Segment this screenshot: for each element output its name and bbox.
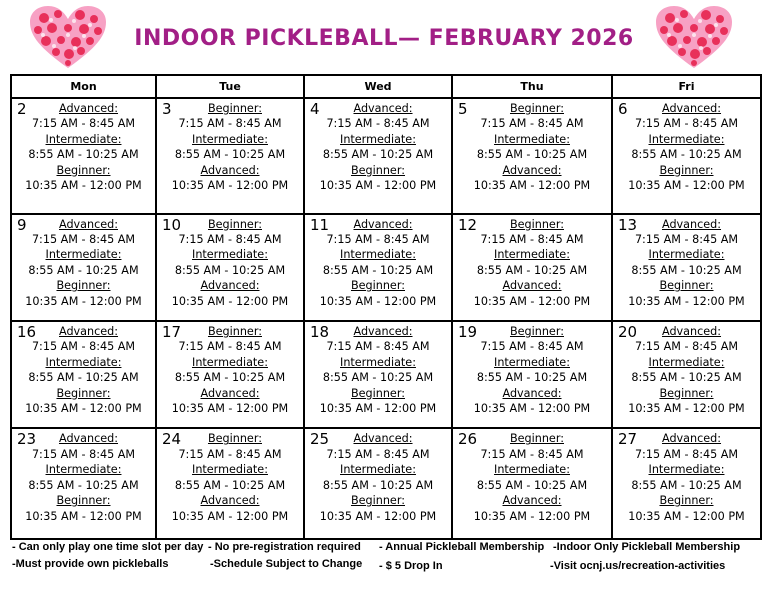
session-time: 10:35 AM - 12:00 PM bbox=[473, 402, 591, 416]
session-time: 7:15 AM - 8:45 AM bbox=[634, 447, 739, 461]
session-time: 8:55 AM - 10:25 AM bbox=[28, 371, 139, 385]
session-time: 10:35 AM - 12:00 PM bbox=[628, 179, 745, 193]
session-time: 7:15 AM - 8:45 AM bbox=[326, 340, 430, 354]
note-annual-membership: - Annual Pickleball Membership bbox=[379, 541, 545, 553]
day-number: 11 bbox=[310, 215, 330, 234]
session-time: 8:55 AM - 10:25 AM bbox=[631, 371, 742, 385]
session-time: 7:15 AM - 8:45 AM bbox=[480, 232, 584, 246]
weekday-header: Mon bbox=[11, 75, 156, 98]
session-level: Intermediate: bbox=[192, 463, 268, 477]
session-level: Intermediate: bbox=[340, 463, 416, 477]
day-number: 18 bbox=[310, 323, 330, 341]
session-level: Beginner: bbox=[56, 386, 111, 400]
session-level: Intermediate: bbox=[494, 463, 570, 477]
session-level: Advanced: bbox=[502, 279, 562, 293]
session-time: 10:35 AM - 12:00 PM bbox=[171, 179, 289, 193]
session-time: 7:15 AM - 8:45 AM bbox=[178, 232, 282, 246]
session-time: 10:35 AM - 12:00 PM bbox=[628, 402, 745, 416]
session-level-label: Advanced: bbox=[661, 432, 722, 446]
session-time: 10:35 AM - 12:00 PM bbox=[319, 179, 437, 193]
day-cell bbox=[612, 321, 761, 428]
session-level-label: Advanced: bbox=[661, 325, 722, 338]
day-cell bbox=[11, 214, 156, 321]
session-time: 10:35 AM - 12:00 PM bbox=[319, 509, 437, 523]
session-level: Intermediate: bbox=[494, 355, 570, 369]
session-time: 10:35 AM - 12:00 PM bbox=[473, 179, 591, 193]
day-cell bbox=[156, 428, 304, 539]
weekday-header-row bbox=[11, 75, 761, 98]
session-time: 10:35 AM - 12:00 PM bbox=[473, 294, 591, 308]
session-level: Beginner: bbox=[56, 163, 111, 177]
day-number: 25 bbox=[310, 430, 330, 449]
day-number: 20 bbox=[618, 323, 638, 341]
session-level-label: Beginner: bbox=[509, 102, 564, 115]
session-time: 8:55 AM - 10:25 AM bbox=[476, 263, 588, 277]
session-level-label: Advanced: bbox=[661, 217, 722, 231]
session-level: Advanced: bbox=[200, 494, 260, 508]
session-level: Beginner: bbox=[659, 386, 714, 400]
day-number: 13 bbox=[618, 215, 638, 234]
note-no-preregistration: - No pre-registration required bbox=[208, 541, 361, 553]
day-number: 4 bbox=[310, 100, 320, 118]
day-number: 17 bbox=[162, 323, 182, 341]
session-time: 7:15 AM - 8:45 AM bbox=[480, 117, 584, 131]
session-time: 10:35 AM - 12:00 PM bbox=[319, 402, 437, 416]
week-row bbox=[11, 98, 761, 214]
day-number: 6 bbox=[618, 100, 628, 118]
session-level-label: Beginner: bbox=[207, 102, 262, 115]
session-level-label: Advanced: bbox=[58, 325, 119, 338]
note-visit-website: -Visit ocnj.us/recreation-activities bbox=[550, 560, 726, 572]
session-level: Intermediate: bbox=[340, 355, 416, 369]
session-level bbox=[305, 101, 451, 116]
session-level bbox=[12, 217, 155, 232]
session-level: Intermediate: bbox=[45, 355, 122, 369]
session-level-label: Advanced: bbox=[58, 102, 119, 115]
day-number: 27 bbox=[618, 430, 638, 449]
weekday-header: Wed bbox=[304, 75, 452, 98]
session-time: 10:35 AM - 12:00 PM bbox=[473, 509, 591, 523]
session-level: Beginner: bbox=[350, 386, 405, 400]
session-time: 7:15 AM - 8:45 AM bbox=[31, 232, 136, 246]
session-level bbox=[613, 101, 760, 116]
session-time: 8:55 AM - 10:25 AM bbox=[322, 148, 434, 162]
session-level: Intermediate: bbox=[45, 463, 122, 477]
session-time: 7:15 AM - 8:45 AM bbox=[480, 340, 584, 354]
day-number: 23 bbox=[17, 430, 37, 449]
day-number: 24 bbox=[162, 430, 182, 449]
session-time: 8:55 AM - 10:25 AM bbox=[174, 263, 286, 277]
session-time: 7:15 AM - 8:45 AM bbox=[178, 117, 282, 131]
session-time: 10:35 AM - 12:00 PM bbox=[171, 509, 289, 523]
session-level: Intermediate: bbox=[494, 132, 570, 146]
day-cell bbox=[452, 214, 612, 321]
session-time: 8:55 AM - 10:25 AM bbox=[476, 148, 588, 162]
session-level-label: Advanced: bbox=[661, 102, 722, 115]
session-level: Intermediate: bbox=[648, 355, 725, 369]
session-time: 10:35 AM - 12:00 PM bbox=[171, 294, 289, 308]
day-number: 26 bbox=[458, 430, 478, 449]
day-number: 16 bbox=[17, 323, 37, 341]
note-drop-in: - $ 5 Drop In bbox=[379, 560, 443, 572]
day-number: 19 bbox=[458, 323, 478, 341]
day-cell bbox=[11, 98, 156, 214]
session-time: 7:15 AM - 8:45 AM bbox=[178, 447, 282, 461]
weekday-header: Tue bbox=[156, 75, 304, 98]
session-level bbox=[157, 101, 303, 116]
session-time: 10:35 AM - 12:00 PM bbox=[25, 294, 142, 308]
session-level: Intermediate: bbox=[192, 132, 268, 146]
weekday-header: Fri bbox=[612, 75, 761, 98]
day-number: 3 bbox=[162, 100, 172, 118]
session-level: Beginner: bbox=[56, 494, 111, 508]
day-cell bbox=[304, 214, 452, 321]
session-level: Beginner: bbox=[350, 494, 405, 508]
session-level: Intermediate: bbox=[45, 132, 122, 146]
session-time: 8:55 AM - 10:25 AM bbox=[174, 148, 286, 162]
day-number: 5 bbox=[458, 100, 468, 118]
day-cell bbox=[304, 98, 452, 214]
session-time: 10:35 AM - 12:00 PM bbox=[171, 402, 289, 416]
session-time: 7:15 AM - 8:45 AM bbox=[634, 340, 739, 354]
day-cell bbox=[304, 321, 452, 428]
day-cell bbox=[11, 428, 156, 539]
day-cell bbox=[452, 428, 612, 539]
session-level: Beginner: bbox=[659, 279, 714, 293]
session-level-label: Beginner: bbox=[207, 217, 262, 231]
session-level: Beginner: bbox=[56, 279, 111, 293]
session-time: 8:55 AM - 10:25 AM bbox=[28, 478, 139, 492]
session-level-label: Advanced: bbox=[353, 432, 413, 446]
session-level: Intermediate: bbox=[648, 248, 725, 262]
day-cell bbox=[452, 321, 612, 428]
session-level: Advanced: bbox=[200, 279, 260, 293]
session-time: 7:15 AM - 8:45 AM bbox=[326, 447, 430, 461]
session-time: 7:15 AM - 8:45 AM bbox=[326, 232, 430, 246]
session-level: Advanced: bbox=[502, 386, 562, 400]
session-time: 10:35 AM - 12:00 PM bbox=[25, 509, 142, 523]
session-time: 10:35 AM - 12:00 PM bbox=[319, 294, 437, 308]
note-own-pickleballs: -Must provide own pickleballs bbox=[12, 558, 169, 570]
session-time: 8:55 AM - 10:25 AM bbox=[476, 371, 588, 385]
note-indoor-membership: -Indoor Only Pickleball Membership bbox=[553, 541, 741, 553]
session-time: 8:55 AM - 10:25 AM bbox=[322, 263, 434, 277]
session-level: Intermediate: bbox=[494, 248, 570, 262]
day-number: 9 bbox=[17, 215, 27, 234]
session-level-label: Advanced: bbox=[58, 217, 119, 231]
session-time: 7:15 AM - 8:45 AM bbox=[31, 117, 136, 131]
session-time: 8:55 AM - 10:25 AM bbox=[322, 478, 434, 492]
day-cell bbox=[304, 428, 452, 539]
session-time: 8:55 AM - 10:25 AM bbox=[631, 478, 742, 492]
session-level: Beginner: bbox=[659, 163, 714, 177]
day-cell bbox=[156, 98, 304, 214]
session-time: 8:55 AM - 10:25 AM bbox=[174, 371, 286, 385]
session-level: Intermediate: bbox=[192, 248, 268, 262]
day-cell bbox=[452, 98, 612, 214]
session-level: Beginner: bbox=[350, 163, 405, 177]
session-time: 7:15 AM - 8:45 AM bbox=[634, 117, 739, 131]
session-time: 7:15 AM - 8:45 AM bbox=[178, 340, 282, 354]
day-cell bbox=[612, 428, 761, 539]
session-level-label: Advanced: bbox=[353, 102, 413, 115]
week-row bbox=[11, 214, 761, 321]
session-level: Intermediate: bbox=[340, 132, 416, 146]
session-level: Intermediate: bbox=[45, 248, 122, 262]
session-time: 10:35 AM - 12:00 PM bbox=[628, 294, 745, 308]
session-level bbox=[453, 101, 611, 116]
note-one-slot: - Can only play one time slot per day bbox=[12, 541, 204, 553]
session-level-label: Beginner: bbox=[509, 217, 564, 231]
session-level: Intermediate: bbox=[648, 463, 725, 477]
session-level-label: Advanced: bbox=[353, 325, 413, 338]
page-title: INDOOR PICKLEBALL— FEBRUARY 2026 bbox=[134, 26, 634, 51]
session-time: 8:55 AM - 10:25 AM bbox=[476, 478, 588, 492]
day-number: 2 bbox=[17, 100, 27, 118]
session-level-label: Advanced: bbox=[353, 217, 413, 231]
session-level-label: Advanced: bbox=[58, 432, 119, 446]
session-level: Advanced: bbox=[502, 163, 562, 177]
session-time: 8:55 AM - 10:25 AM bbox=[631, 263, 742, 277]
session-level: Advanced: bbox=[200, 386, 260, 400]
day-number: 10 bbox=[162, 215, 182, 234]
session-level-label: Beginner: bbox=[509, 432, 564, 446]
day-cell bbox=[156, 214, 304, 321]
day-cell bbox=[612, 98, 761, 214]
session-time: 7:15 AM - 8:45 AM bbox=[31, 340, 136, 354]
day-cell bbox=[156, 321, 304, 428]
session-level bbox=[12, 101, 155, 116]
session-level: Advanced: bbox=[502, 494, 562, 508]
week-row bbox=[11, 428, 761, 539]
session-level: Beginner: bbox=[659, 494, 714, 508]
weekday-header: Thu bbox=[452, 75, 612, 98]
calendar-table bbox=[10, 74, 762, 540]
day-cell bbox=[11, 321, 156, 428]
session-level-label: Beginner: bbox=[509, 325, 564, 338]
day-cell bbox=[612, 214, 761, 321]
session-level: Intermediate: bbox=[648, 132, 725, 146]
session-level-label: Beginner: bbox=[207, 325, 262, 338]
session-level-label: Beginner: bbox=[207, 432, 262, 446]
session-level: Advanced: bbox=[200, 163, 260, 177]
session-time: 7:15 AM - 8:45 AM bbox=[480, 447, 584, 461]
session-level: Intermediate: bbox=[192, 355, 268, 369]
session-time: 7:15 AM - 8:45 AM bbox=[31, 447, 136, 461]
day-number: 12 bbox=[458, 215, 478, 234]
session-time: 7:15 AM - 8:45 AM bbox=[326, 117, 430, 131]
session-time: 8:55 AM - 10:25 AM bbox=[174, 478, 286, 492]
session-time: 10:35 AM - 12:00 PM bbox=[25, 179, 142, 193]
session-time: 8:55 AM - 10:25 AM bbox=[28, 148, 139, 162]
session-time: 10:35 AM - 12:00 PM bbox=[628, 509, 745, 523]
note-schedule-change: -Schedule Subject to Change bbox=[210, 558, 363, 570]
session-time: 8:55 AM - 10:25 AM bbox=[631, 148, 742, 162]
session-level: Beginner: bbox=[350, 279, 405, 293]
session-time: 8:55 AM - 10:25 AM bbox=[28, 263, 139, 277]
session-time: 8:55 AM - 10:25 AM bbox=[322, 371, 434, 385]
session-level: Intermediate: bbox=[340, 248, 416, 262]
week-row bbox=[11, 321, 761, 428]
session-time: 10:35 AM - 12:00 PM bbox=[25, 402, 142, 416]
session-time: 7:15 AM - 8:45 AM bbox=[634, 232, 739, 246]
